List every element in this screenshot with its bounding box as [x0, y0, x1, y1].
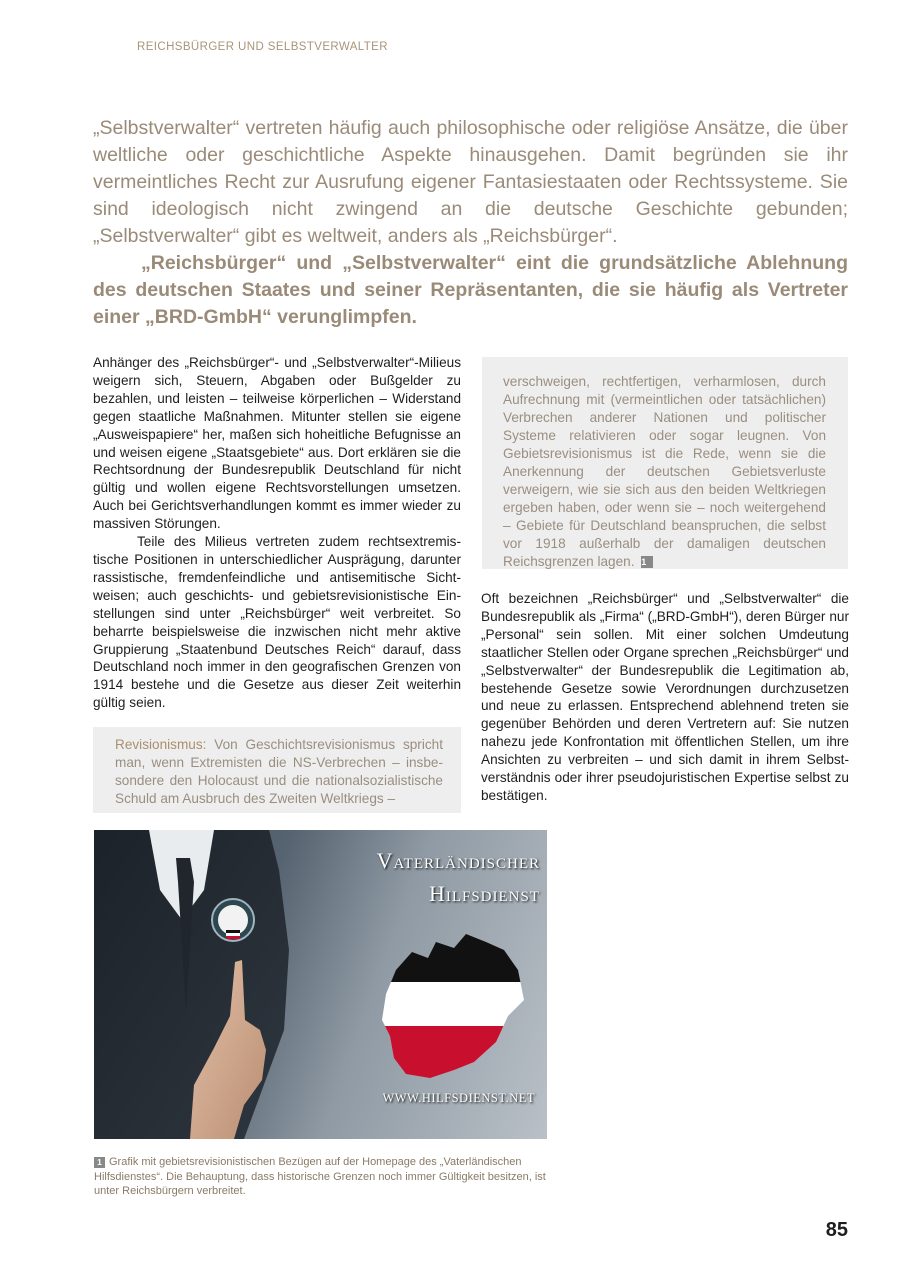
- info-box-continued: [482, 357, 848, 569]
- info-box-term: Revisionismus:: [115, 737, 207, 752]
- organisation-badge: [212, 899, 254, 941]
- caption-text: Grafik mit gebietsrevisionistischen Bezügen auf der Homepage des „Vaterländischen Hilfsdienstes“. Die Behauptung, dass historische Grenzen noch immer Gültigkeit besitzen, ist unter Reichsbürgern verbreitet.: [94, 1156, 546, 1197]
- info-box-text: Von Geschichtsrevisionismus spricht man, wenn Extremisten die NS-Verbrechen – insbesondere den Holocaust und die nationalsozialistische Schuld am Ausbruch des Zweiten Weltkriegs –: [115, 737, 443, 806]
- right-column: [481, 590, 849, 805]
- body-paragraph: Anhänger des „Reichsbürger“- und „Selbstverwalter“-Milieus weigern sich, Steuern, Abgaben oder Bußgelder zu bezahlen, und leisten – teilweise körperlichen – Widerstand gegen staatliche Maßnahmen. Mitunter stellen sie eigene „Ausweispapiere“ her, maßen sich hoheitliche Befugnisse an und weisen eigene „Staatsgebiete“ aus. Dort erklären sie die Rechtsordnung der Bundesrepublik Deutschland für nicht gültig und wollen eigene Rechtsvorstellungen umsetzen. Auch bei Gerichtsverhandlungen kommt es immer wieder zu massiven Störungen.: [93, 355, 461, 532]
- body-paragraph: Teile des Milieus vertreten zudem rechtsextremistische Positionen in unterschiedlicher Ausprägung, darunter rassistische, fremdenfeindliche und antisemitische Sichtweisen; auch geschichts- und gebietsrevisionistische Einstellungen sind unter „Reichsbürger“ weit verbreitet. So beharrte beispielsweise die inzwischen nicht mehr aktive Gruppierung „Staatenbund Deutsches Reich“ darauf, dass Deutschland noch immer in den geografischen Grenzen von 1914 bestehe und die Gesetze aus dieser Zeit weiterhin gültig seien.: [93, 534, 461, 711]
- body-paragraph: Oft bezeichnen „Reichsbürger“ und „Selbstverwalter“ die Bundesrepublik als „Firma“ („BRD-GmbH“), deren Bürger nur „Personal“ sein sollen. Mit einer solchen Umdeutung staatlicher Stellen oder Organe sprechen „Reichsbürger“ und „Selbstverwalter“ der Bundesrepublik die Legitimation ab, bestehende Gesetze sowie Verordnungen durchzusetzen und neue zu erlassen. Entsprechend ablehnend treten sie gegenüber Behörden und deren Vertretern auf: Sie nutzen nahezu jede Konfrontation mit öffentlichen Stellen, um ihre Ansichten zu verbreiten – und sich damit in ihrem Selbstverständnis oder ihrer pseudojuristischen Expertise selbst zu bestätigen.: [481, 591, 849, 803]
- left-column: [93, 354, 461, 712]
- intro-highlight-paragraph: „Reichsbürger“ und „Selbstverwalter“ eint die grundsätzliche Ablehnung des deutschen Staates und seiner Repräsentanten, die sie häufig als Vertreter einer „BRD-GmbH“ verunglimpfen.: [93, 252, 848, 328]
- intro-lead: [93, 115, 848, 331]
- running-head: REICHSBÜRGER UND SELBSTVERWALTER: [137, 41, 388, 53]
- intro-paragraph: „Selbstverwalter“ vertreten häufig auch philosophische oder religiöse Ansätze, die über weltliche oder geschichtliche Aspekte hinausgehen. Damit begründen sie ihr vermeintliches Recht zur Ausrufung eigener Fantasiestaaten oder Rechtssysteme. Sie sind ideologisch nicht zwingend an die deutsche Geschichte gebunden; „Selbstverwalter“ gibt es weltweit, anders als „Reichsbürger“.: [93, 117, 848, 247]
- figure-logo-title: [294, 844, 540, 910]
- figure-title-line: Vaterländischer: [376, 848, 540, 873]
- figure-title-line: Hilfsdienst: [428, 881, 540, 906]
- figure-reference-marker: 1: [641, 556, 653, 568]
- info-box-text-continued: verschweigen, rechtfertigen, verharmlosen, durch Aufrechnung mit (vermeintlichen oder tatsächlichen) Verbrechen anderer Nationen und politischer Systeme relativieren oder sogar leugnen. Von Gebietsrevisionismus ist die Rede, wenn sie die Anerkennung der deutschen Gebietsverluste verweigern, wie sie sich aus den beiden Weltkriegen ergeben haben, oder wenn sie – noch weitergehend – Gebiete für Deutschland beanspruchen, die selbst vor 1918 außerhalb der damaligen deutschen Reichsgrenzen lagen.: [503, 374, 826, 569]
- figure-image: [94, 830, 547, 1139]
- info-box-revisionismus: [93, 727, 461, 813]
- figure-website-url: WWW.HILFSDIENST.NET: [382, 1091, 535, 1105]
- page-number: 85: [825, 1219, 848, 1241]
- figure-caption: [94, 1155, 554, 1199]
- reich-map-flag: [374, 930, 534, 1086]
- caption-marker: 1: [94, 1157, 105, 1168]
